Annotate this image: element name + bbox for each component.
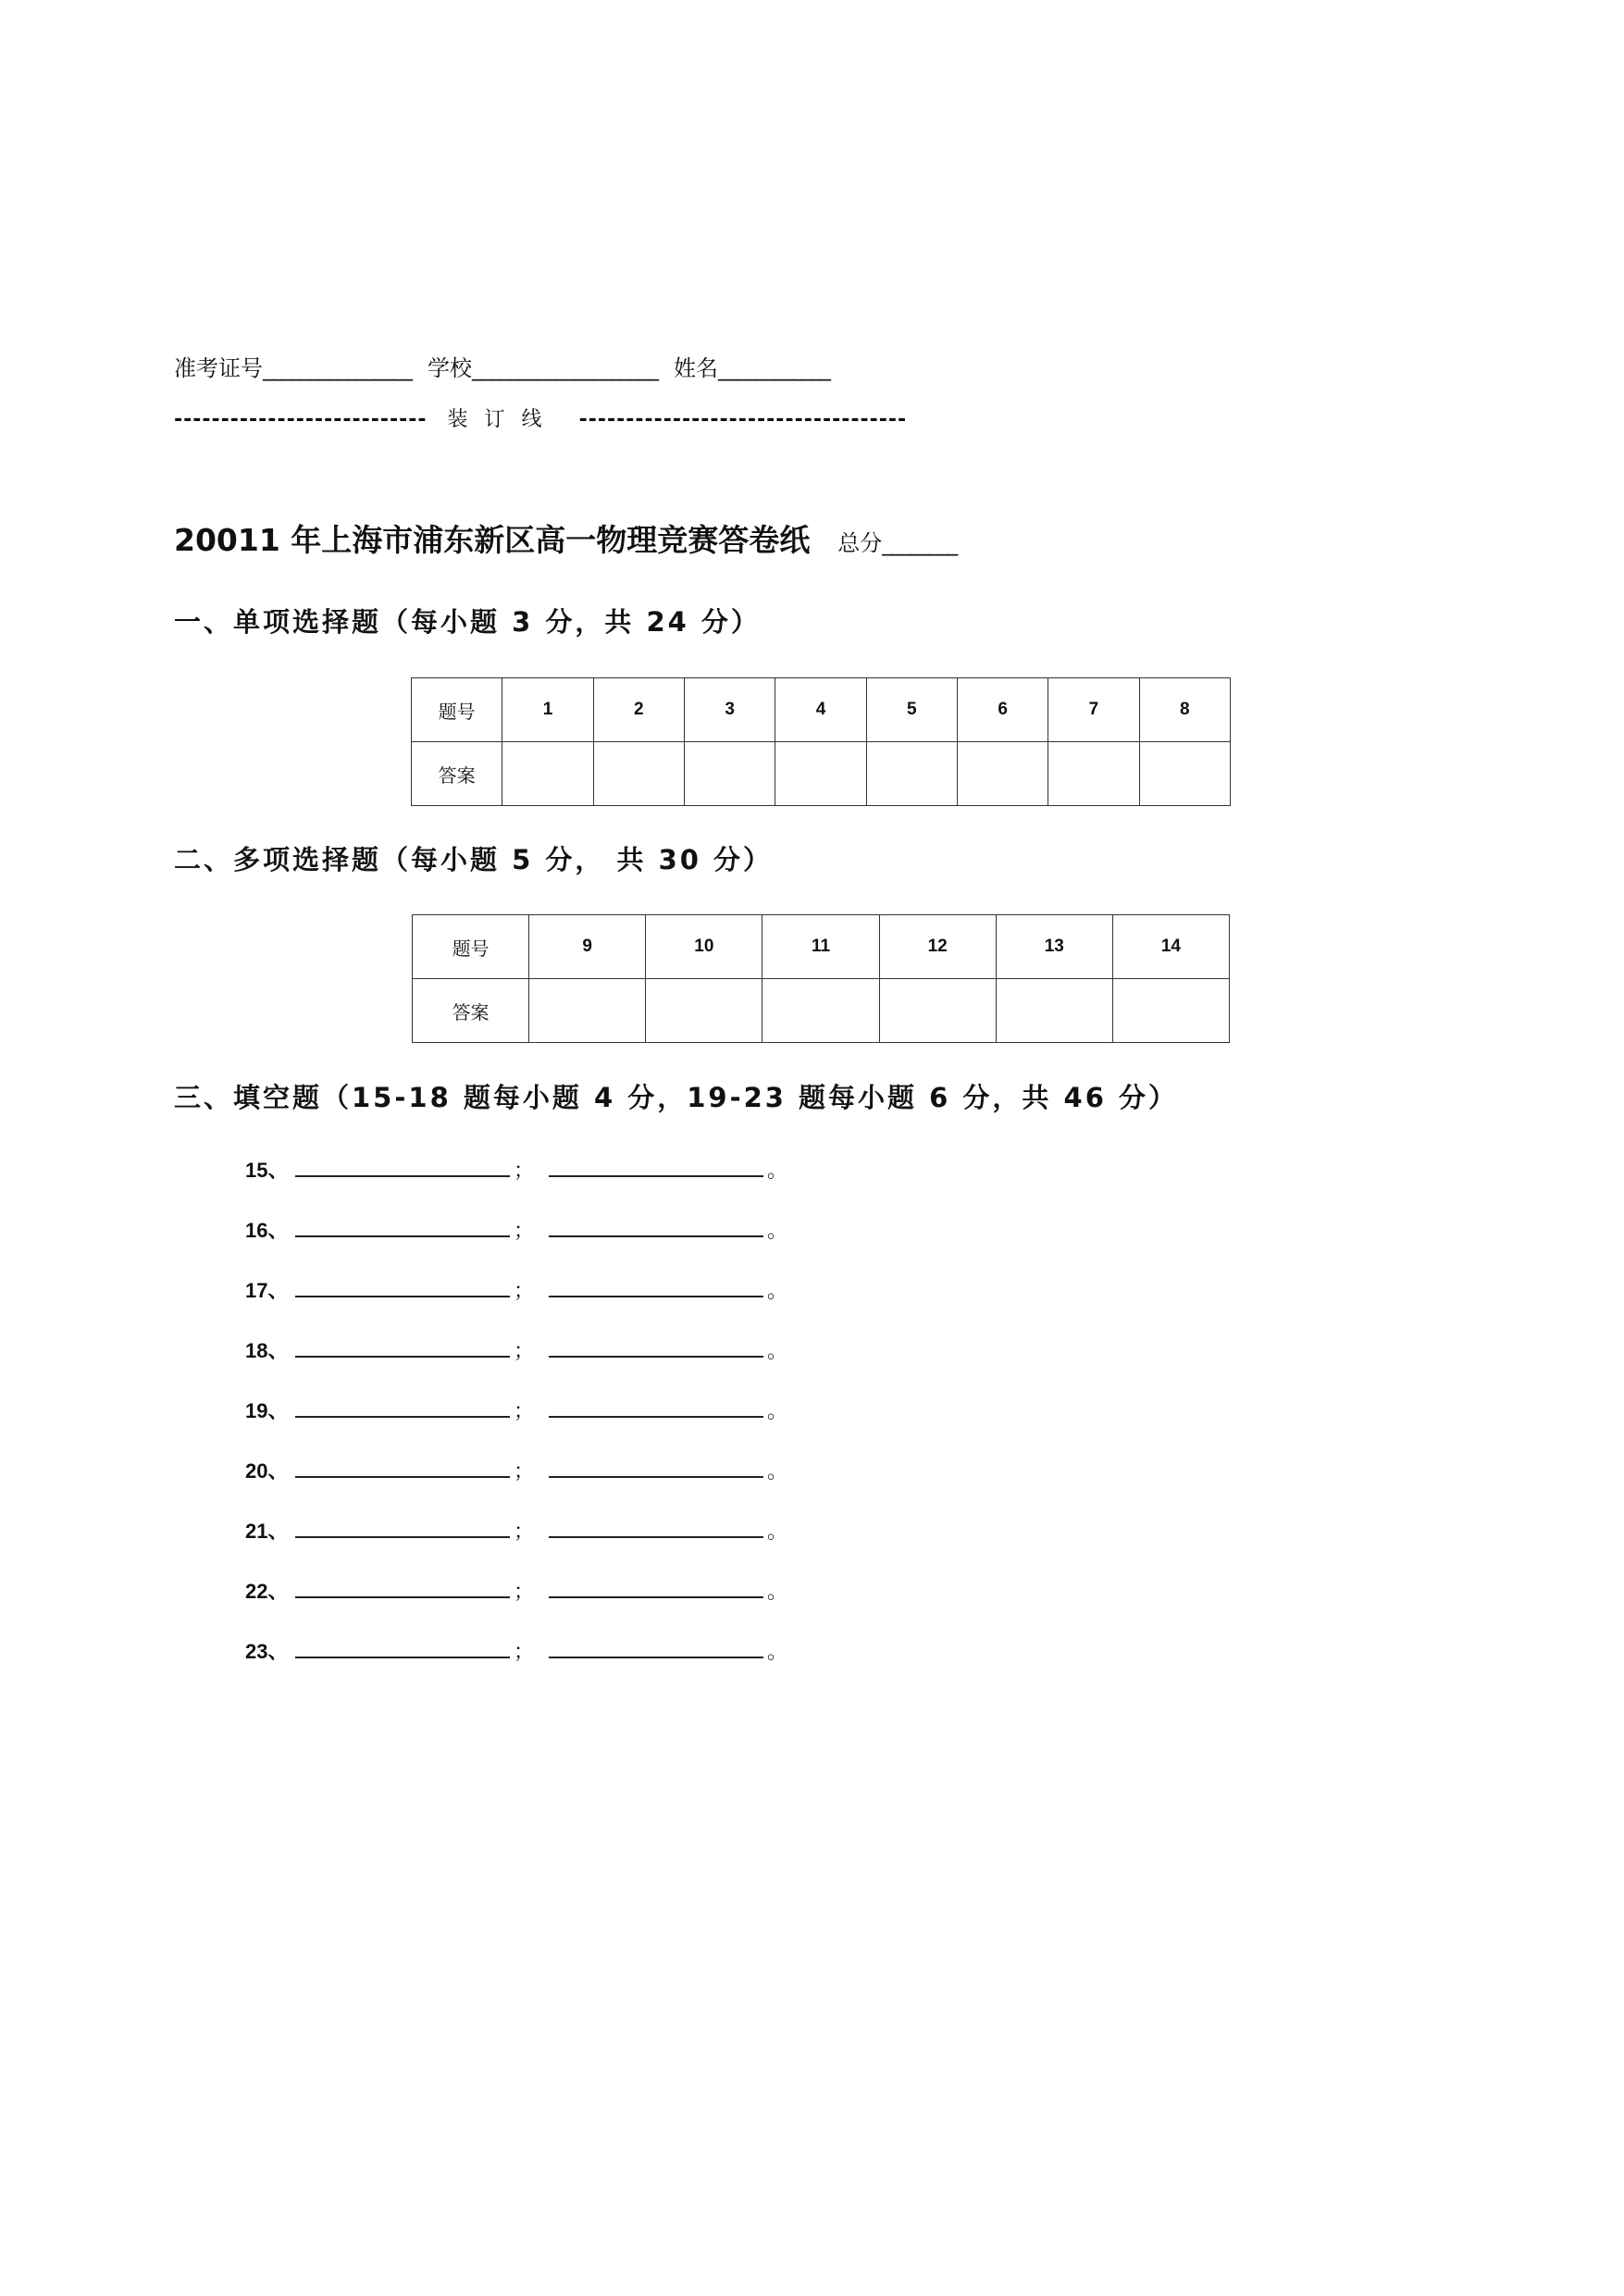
question-number-label: 题号 [413,915,529,979]
answer-blank[interactable] [295,1217,510,1237]
item-number: 15、 [245,1159,289,1182]
answer-blank[interactable] [549,1578,763,1598]
ending-mark: 。 [767,1219,788,1242]
separator: ； [514,1520,535,1543]
section1-heading: 一、单项选择题（每小题 3 分，共 24 分） [174,606,761,638]
ending-mark: 。 [767,1580,788,1603]
question-number: 2 [593,678,684,742]
question-number: 8 [1139,678,1230,742]
separator: ； [514,1219,535,1242]
answer-blank[interactable] [549,1638,763,1658]
fill-in-row [245,1215,787,1244]
question-number: 12 [879,915,996,979]
fill-in-row [245,1335,787,1364]
separator: ； [514,1640,535,1663]
binding-line [174,403,907,432]
answer-cell[interactable] [593,742,684,806]
table-row [413,915,1230,979]
answer-blank[interactable] [549,1157,763,1177]
ending-mark: 。 [767,1399,788,1422]
question-number: 11 [762,915,879,979]
item-number: 16、 [245,1219,289,1242]
exam-number-label: 准考证号 [174,355,263,381]
name-field[interactable]: ____________ [718,355,829,381]
answer-cell[interactable] [879,979,996,1043]
answer-cell[interactable] [762,979,879,1043]
item-number: 21、 [245,1520,289,1543]
ending-mark: 。 [767,1640,788,1663]
ending-mark: 。 [767,1279,788,1302]
answer-cell[interactable] [1139,742,1230,806]
answer-blank[interactable] [549,1518,763,1538]
separator: ； [514,1399,535,1422]
question-number: 7 [1048,678,1139,742]
separator: ； [514,1339,535,1362]
question-number: 9 [529,915,646,979]
question-number: 13 [996,915,1112,979]
ending-mark: 。 [767,1339,788,1362]
ending-mark: 。 [767,1520,788,1543]
question-number: 6 [957,678,1048,742]
ending-mark: 。 [767,1159,788,1182]
answer-cell[interactable] [502,742,593,806]
answer-cell[interactable] [1048,742,1139,806]
answer-blank[interactable] [295,1277,510,1297]
answer-blank[interactable] [295,1518,510,1538]
answer-cell[interactable] [866,742,957,806]
section2-heading: 二、多项选择题（每小题 5 分， 共 30 分） [174,844,774,875]
binding-text: 装订线 [447,408,559,431]
ending-mark: 。 [767,1459,788,1483]
answer-blank[interactable] [549,1277,763,1297]
section2-answer-table [412,914,1230,1043]
answer-cell[interactable] [646,979,762,1043]
section3-heading: 三、填空题（15-18 题每小题 4 分，19-23 题每小题 6 分，共 46 分） [174,1082,1178,1113]
binding-dashes-right: ----------------------------------- [578,408,908,431]
section1-answer-table [411,677,1231,806]
item-number: 19、 [245,1399,289,1422]
candidate-info-line [174,350,829,382]
answer-blank[interactable] [295,1157,510,1177]
total-score-label: 总分 [837,530,883,556]
fill-in-row [245,1456,787,1484]
question-number: 10 [646,915,762,979]
answer-blank[interactable] [549,1217,763,1237]
question-number: 14 [1112,915,1229,979]
separator: ； [514,1279,535,1302]
fill-in-row [245,1396,787,1424]
answer-blank[interactable] [295,1337,510,1358]
item-number: 17、 [245,1279,289,1302]
answer-blank[interactable] [295,1578,510,1598]
table-row [413,979,1230,1043]
answer-blank[interactable] [549,1397,763,1418]
answer-blank[interactable] [549,1458,763,1478]
answer-cell[interactable] [529,979,646,1043]
fill-in-row [245,1576,787,1605]
question-number: 3 [684,678,775,742]
separator: ； [514,1159,535,1182]
answer-blank[interactable] [295,1638,510,1658]
answer-blank[interactable] [295,1458,510,1478]
separator: ； [514,1580,535,1603]
school-field[interactable]: ____________________ [472,355,657,381]
item-number: 22、 [245,1580,289,1603]
page-title-row [174,516,956,560]
question-number-label: 题号 [412,678,502,742]
answer-cell[interactable] [775,742,866,806]
answer-blank[interactable] [295,1397,510,1418]
question-number: 4 [775,678,866,742]
table-row [412,678,1231,742]
fill-in-row [245,1275,787,1304]
fill-in-row [245,1636,787,1665]
item-number: 18、 [245,1339,289,1362]
answer-cell[interactable] [1112,979,1229,1043]
answer-label: 答案 [413,979,529,1043]
total-score-field[interactable]: ________ [882,530,957,556]
table-row [412,742,1231,806]
name-label: 姓名 [674,355,718,381]
answer-label: 答案 [412,742,502,806]
separator: ； [514,1459,535,1483]
binding-dashes-left: --------------------------- [174,408,428,431]
question-number: 1 [502,678,593,742]
question-number: 5 [866,678,957,742]
item-number: 23、 [245,1640,289,1663]
item-number: 20、 [245,1459,289,1483]
page-title: 20011 年上海市浦东新区高一物理竞赛答卷纸 [174,522,811,558]
fill-in-row [245,1516,787,1545]
answer-cell[interactable] [996,979,1112,1043]
fill-in-row [245,1155,787,1184]
school-label: 学校 [428,355,472,381]
answer-cell[interactable] [957,742,1048,806]
exam-number-field[interactable]: ________________ [263,355,411,381]
answer-blank[interactable] [549,1337,763,1358]
answer-cell[interactable] [684,742,775,806]
